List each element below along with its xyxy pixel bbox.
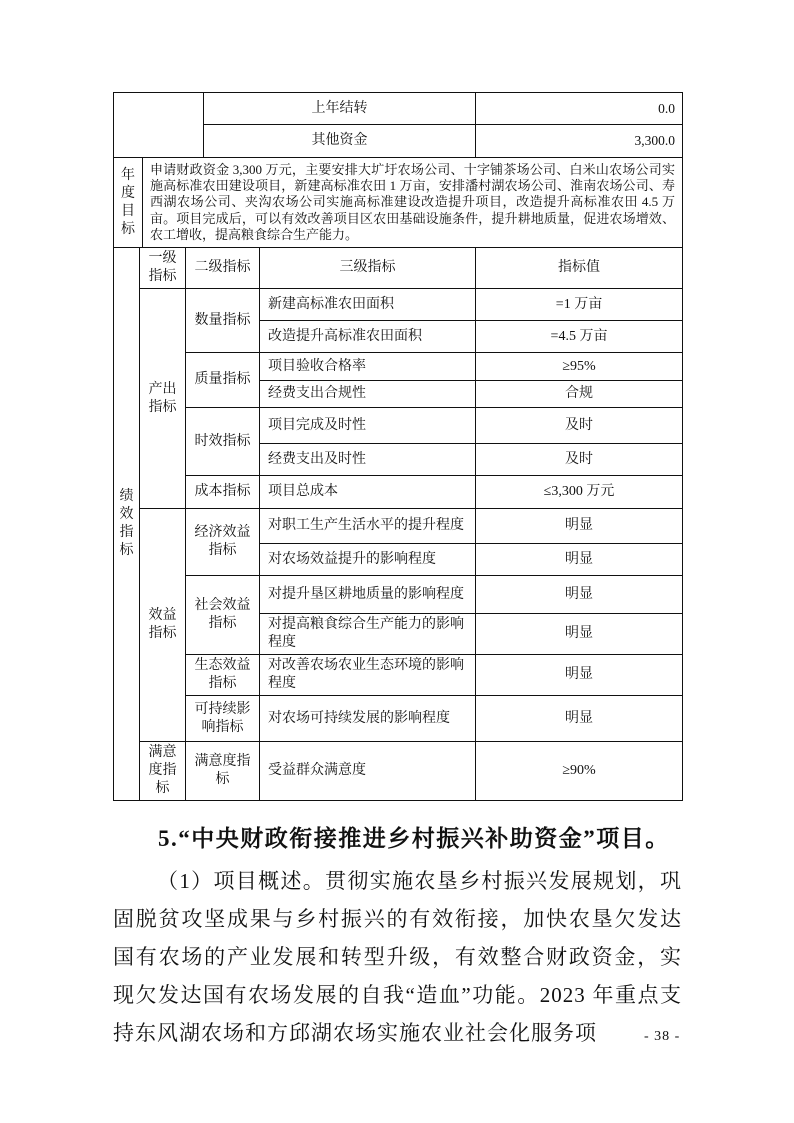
level3-indicator: 对农场效益提升的影响程度 [260, 544, 476, 576]
level3-indicator: 对职工生产生活水平的提升程度 [260, 509, 476, 544]
indicator-value: =4.5 万亩 [476, 321, 683, 353]
page-content [113, 92, 682, 1052]
level2-indicator: 质量指标 [186, 353, 260, 408]
indicator-value: =1 万亩 [476, 289, 683, 321]
level3-indicator: 新建高标准农田面积 [260, 289, 476, 321]
level3-indicator: 经费支出合规性 [260, 381, 476, 408]
table-row [114, 158, 683, 248]
level1-indicator: 效益指标 [140, 509, 186, 742]
page-number: - 38 - [644, 1029, 681, 1044]
level2-indicator: 满意度指标 [186, 742, 260, 801]
level1-indicator: 满意度指标 [140, 742, 186, 801]
header-value: 指标值 [476, 248, 683, 289]
indicator-value: 明显 [476, 614, 683, 655]
indicator-value: 明显 [476, 544, 683, 576]
level3-indicator: 改造提升高标准农田面积 [260, 321, 476, 353]
annual-target-text: 申请财政资金 3,300 万元，主要安排大圹圩农场公司、十字铺茶场公司、白米山农场公司实施高标准农田建设项目，新建高标准农田 1 万亩，安排潘村湖农场公司、淮南农场公司、寿西湖农场公司、夹沟农场公司实施高标准建设改造提升项目，改造提升高标准农田 4.5 万亩。项目完成后，可以有效改善项目区农田基础设施条件，提升耕地质量，促进农场增效、农工增收，提高粮食综合生产能力。 [143, 158, 683, 248]
indicator-value: 明显 [476, 696, 683, 742]
indicator-value: 及时 [476, 444, 683, 476]
indicator-value: 明显 [476, 576, 683, 614]
funding-value: 3,300.0 [476, 125, 683, 158]
annual-target-table [113, 157, 683, 248]
header-level1: 一级指标 [140, 248, 186, 289]
performance-row-label: 绩效指标 [114, 248, 140, 801]
level3-indicator: 对提高粮食综合生产能力的影响程度 [260, 614, 476, 655]
performance-indicators-table [113, 247, 683, 801]
section-heading: 5.“中央财政衔接推进乡村振兴补助资金”项目。 [158, 826, 670, 852]
funding-label: 上年结转 [204, 93, 476, 125]
body-paragraph: （1）项目概述。贯彻实施农垦乡村振兴发展规划，巩固脱贫攻坚成果与乡村振兴的有效衔接，加快农垦欠发达国有农场的产业发展和转型升级，有效整合财政资金，实现欠发达国有农场发展的自我“造血”功能。2023 年重点支持东风湖农场和方邱湖农场实施农业社会化服务项 [113, 869, 682, 1046]
level2-indicator: 生态效益指标 [186, 655, 260, 696]
funding-label: 其他资金 [204, 125, 476, 158]
indicator-value: 明显 [476, 655, 683, 696]
level3-indicator: 项目验收合格率 [260, 353, 476, 381]
level3-indicator: 对改善农场农业生态环境的影响程度 [260, 655, 476, 696]
level2-indicator: 成本指标 [186, 476, 260, 509]
indicator-value: ≥95% [476, 353, 683, 381]
level2-indicator: 数量指标 [186, 289, 260, 353]
empty-cell [114, 93, 204, 158]
level2-indicator: 时效指标 [186, 408, 260, 476]
indicator-value: ≤3,300 万元 [476, 476, 683, 509]
level2-indicator: 社会效益指标 [186, 576, 260, 655]
table-row [114, 353, 683, 381]
table-header-row [114, 248, 683, 289]
table-row [114, 408, 683, 444]
level3-indicator: 项目总成本 [260, 476, 476, 509]
indicator-value: 明显 [476, 509, 683, 544]
header-level3: 三级指标 [260, 248, 476, 289]
table-row [114, 476, 683, 509]
funding-value: 0.0 [476, 93, 683, 125]
indicator-value: ≥90% [476, 742, 683, 801]
funding-table [113, 92, 683, 158]
table-row [114, 696, 683, 742]
level1-indicator: 产出指标 [140, 289, 186, 509]
level3-indicator: 受益群众满意度 [260, 742, 476, 801]
level3-indicator: 对提升垦区耕地质量的影响程度 [260, 576, 476, 614]
table-row [114, 93, 683, 125]
annual-target-label: 年度目标 [114, 158, 143, 248]
table-row [114, 742, 683, 801]
indicator-value: 及时 [476, 408, 683, 444]
header-level2: 二级指标 [186, 248, 260, 289]
level3-indicator: 对农场可持续发展的影响程度 [260, 696, 476, 742]
level3-indicator: 项目完成及时性 [260, 408, 476, 444]
level2-indicator: 经济效益指标 [186, 509, 260, 576]
table-row [114, 509, 683, 544]
level2-indicator: 可持续影响指标 [186, 696, 260, 742]
table-row [114, 289, 683, 321]
table-row [114, 655, 683, 696]
table-row [114, 576, 683, 614]
indicator-value: 合规 [476, 381, 683, 408]
level3-indicator: 经费支出及时性 [260, 444, 476, 476]
